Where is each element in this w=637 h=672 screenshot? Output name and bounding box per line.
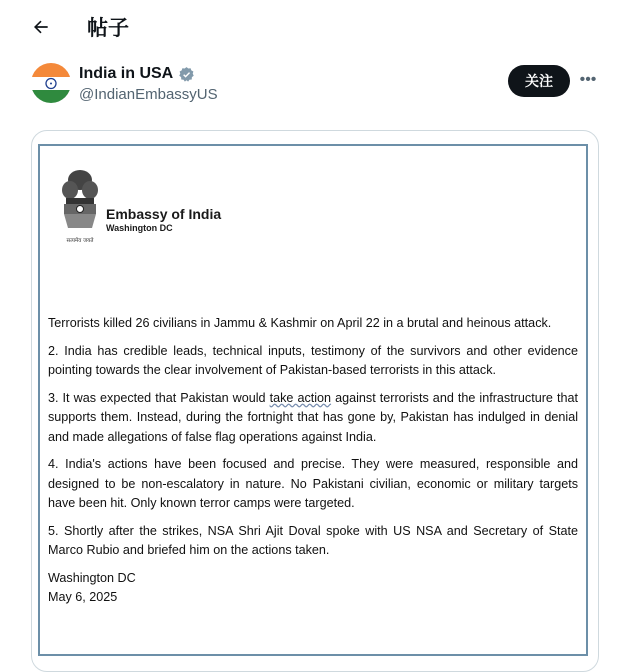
more-dots-icon: •••	[579, 71, 597, 88]
author-name-row[interactable]	[79, 65, 195, 83]
post-author	[31, 63, 611, 107]
page-title: 帖子	[87, 17, 129, 40]
statement-body	[48, 314, 578, 608]
signature-city: Washington DC	[48, 570, 136, 585]
back-button[interactable]	[28, 14, 54, 40]
more-options-button[interactable]	[578, 67, 598, 93]
statement-paragraph-4: 4. India's actions have been focused and precise. They were measured, responsible and designed to be non-escalatory in nature. No Pakistani civilian, economic or military targets have been hit. Only known terror camps were targeted.	[48, 457, 578, 510]
statement-paragraph-3	[48, 389, 578, 448]
embassy-statement-image	[38, 144, 588, 656]
embassy-city: Washington DC	[106, 223, 173, 233]
author-handle[interactable]: @IndianEmbassyUS	[79, 86, 218, 103]
embassy-name: Embassy of India	[106, 206, 222, 222]
statement-paragraph-5: 5. Shortly after the strikes, NSA Shri Ajit Doval spoke with US NSA and Secretary of State Marco Rubio and briefed him on the actions taken.	[48, 523, 578, 557]
para3-end: against terrorists and the infrastructure that supports them. Instead, during the fortnight that has gone by, Pakistan has indulged in denial and made allegations of false flag operations against India.	[48, 390, 578, 444]
para3-start: 3. It was expected that Pakistan would	[48, 390, 270, 405]
post-media[interactable]	[31, 130, 599, 672]
national-emblem-icon	[58, 166, 102, 246]
emblem-caption: सत्यमेव जयते	[66, 238, 94, 244]
follow-button[interactable]: 关注	[508, 65, 570, 97]
statement-paragraph-2: 2. India has credible leads, technical inputs, testimony of the survivors and other evidence pointing towards the clear involvement of Pakistan-based terrorists in this attack.	[48, 343, 578, 377]
statement-paragraph-1: Terrorists killed 26 civilians in Jammu & Kashmir on April 22 in a brutal and heinous attack.	[48, 316, 552, 330]
top-bar	[0, 0, 637, 54]
signature-block	[48, 569, 578, 608]
back-arrow-icon	[31, 17, 51, 37]
avatar[interactable]	[31, 63, 71, 103]
india-flag-icon	[31, 63, 71, 103]
signature-date: May 6, 2025	[48, 590, 118, 604]
author-name[interactable]: India in USA	[79, 65, 174, 82]
para3-highlight: take action	[269, 390, 332, 405]
verified-badge-icon	[178, 66, 195, 83]
